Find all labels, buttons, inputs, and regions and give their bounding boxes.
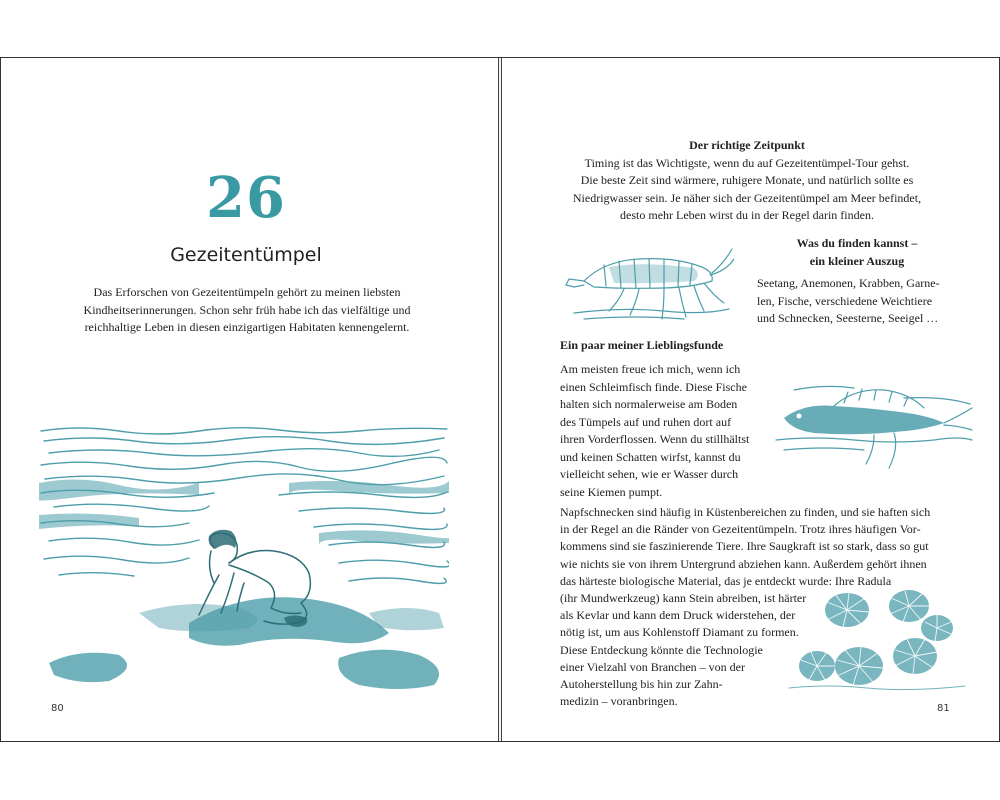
fish-line: halten sich normalerweise am Boden <box>560 397 738 411</box>
limpet-line: kommens sind sie faszinierende Tiere. Ihre Saugkraft ist so stark, dass so gut <box>560 539 929 554</box>
timing-heading: Der richtige Zeitpunkt <box>689 138 805 152</box>
find-line: len, Fische, verschiedene Weichtiere <box>757 293 933 308</box>
intro-paragraph: Das Erforschen von Gezeitentümpeln gehört zu meinen liebsten Kindheitserinnerungen. Schon sehr früh habe ich das vielfältige und reichhaltige Leben in diesen einzigartigen Habitaten kennengelernt. <box>83 285 411 334</box>
page-number-left: 80 <box>51 703 64 714</box>
limpet-line: das härteste biologische Material, das je entdeckt wurde: Ihre Radula <box>560 573 892 588</box>
fish-line: und keinen Schatten wirfst, kannst du <box>560 449 741 464</box>
find-line: Seetang, Anemonen, Krabben, Garne- <box>757 276 940 290</box>
find-heading <box>757 235 957 270</box>
fish-line: des Tümpels auf und ruhen dort auf <box>560 414 732 429</box>
timing-line: Niedrigwasser sein. Je näher sich der Gezeitentümpel am Meer befindet, <box>572 190 922 205</box>
fish-line: vielleicht sehen, wie er Wasser durch <box>560 467 739 481</box>
limpet-line: wie nichts sie von ihrem Untergrund abziehen kann. Außerdem gehört ihnen <box>560 556 927 571</box>
timing-line: desto mehr Leben wirst du in der Regel darin finden. <box>620 208 874 222</box>
book-spread <box>0 57 1000 742</box>
left-page <box>1 58 498 741</box>
limpet-line: (ihr Mundwerkzeug) kann Stein abreiben, ist härter <box>560 591 807 606</box>
fish-line: Am meisten freue ich mich, wenn ich <box>560 362 741 376</box>
tidepool-girl-illustration <box>39 423 449 693</box>
timing-section <box>542 137 952 225</box>
right-page <box>502 58 999 741</box>
chapter-number: 26 <box>206 165 286 231</box>
favorites-heading: Ein paar meiner Lieblingsfunde <box>560 338 724 352</box>
limpet-line: in der Regel an die Ränder von Gezeitentümpeln. Trotz ihres häufigen Vor- <box>560 522 921 537</box>
blenny-paragraph <box>560 361 770 501</box>
chapter-title: Gezeitentümpel <box>170 244 322 266</box>
timing-line: Die beste Zeit sind wärmere, ruhigere Monate, und natürlich sollte es <box>580 173 914 187</box>
fish-line: ihren Vorderflossen. Wenn du stillhältst <box>560 432 750 446</box>
find-section <box>757 235 957 328</box>
find-line: und Schnecken, Seesterne, Seeigel … <box>757 311 939 325</box>
limpet-line: einer Vielzahl von Branchen – von der <box>560 659 745 674</box>
find-heading-line: ein kleiner Auszug <box>809 253 905 268</box>
page-number-right: 81 <box>937 703 950 714</box>
limpet-line: als Kevlar und kann dem Druck widerstehen, der <box>560 608 796 623</box>
timing-line: Timing ist das Wichtigste, wenn du auf Gezeitentümpel-Tour gehst. <box>584 155 910 170</box>
shrimp-illustration <box>564 241 734 326</box>
limpet-line: nötig ist, um aus Kohlenstoff Diamant zu formen. <box>560 625 799 640</box>
limpets-illustration <box>787 588 967 698</box>
fish-line: einen Schleimfisch finde. Diese Fische <box>560 379 747 394</box>
limpet-line: Diese Entdeckung könnte die Technologie <box>560 642 763 657</box>
fish-line: seine Kiemen pumpt. <box>560 484 663 499</box>
blenny-fish-illustration <box>774 378 974 473</box>
find-heading-line: Was du finden kannst – <box>796 236 918 250</box>
limpet-line: medizin – voranbringen. <box>560 694 678 709</box>
limpet-line: Napfschnecken sind häufig in Küstenbereichen zu finden, und sie haften sich <box>560 505 931 519</box>
limpet-line: Autoherstellung bis hin zur Zahn- <box>560 677 723 692</box>
